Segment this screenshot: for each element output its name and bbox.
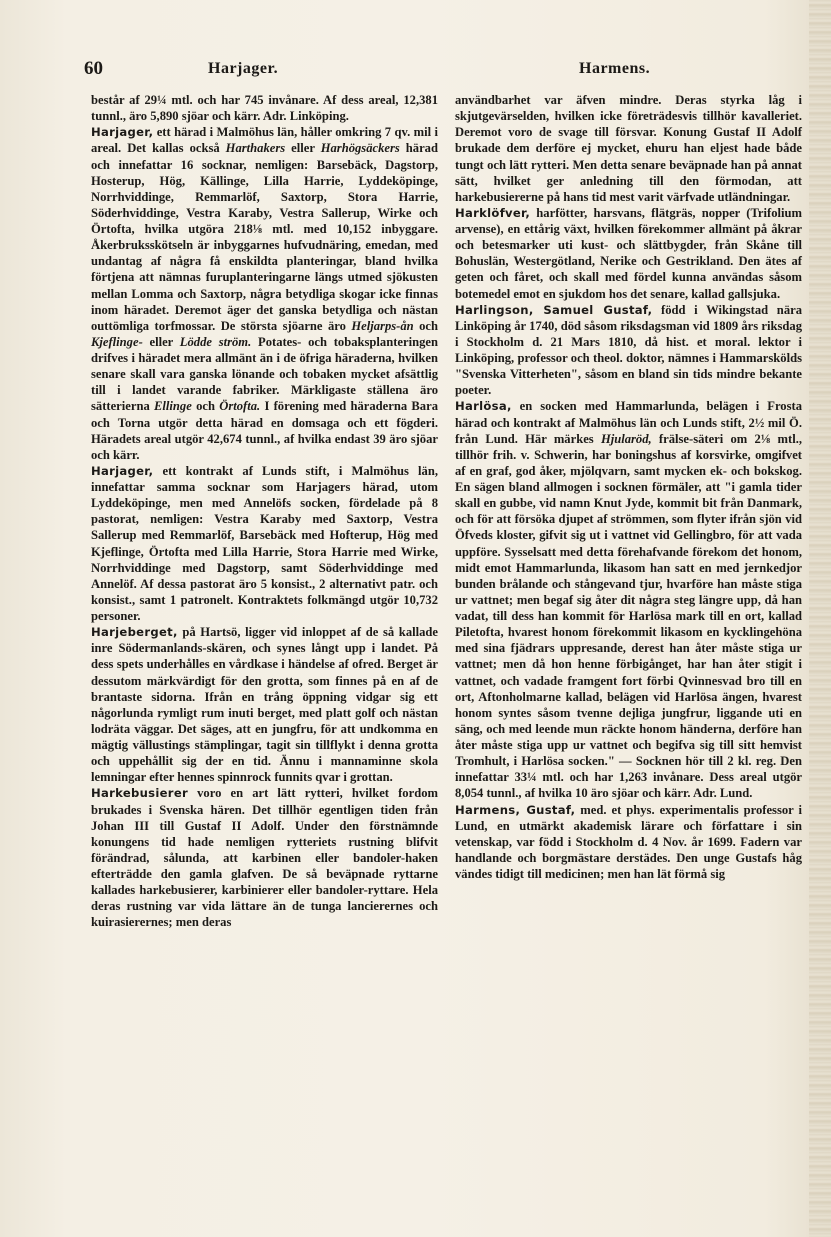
entry-text: en socken med Hammarlunda, belägen i Frosta härad och kontrakt af Malmöhus län och Lunds stift, 2½ mil Ö. från Lund. Här märkes: [455, 399, 802, 446]
entry-harlingson: [455, 302, 802, 399]
entry-headword: Harkebusierer: [91, 786, 188, 801]
entry-cont: [455, 92, 802, 205]
entry-text: voro en art lätt rytteri, hvilket fordom brukades i Svenska hären. Det tillhör egentligen tiden från Johan III till Gustaf II Adolf. Under den förstnämnde konungens tid hade nemligen rytteriets rustning blifvit förändrad, sålunda, att karbinen eller bandoler-haken efterträdde den gamla glafven. De så beväpnade ryttarne kallades harkebusierer, karbinierer eller bandoler-ryttare. Hela deras rustning var vida lättare än de tunga lancierernes och kuirasierernes; men deras: [91, 786, 438, 930]
entry-harmens: [455, 802, 802, 883]
entry-harkebusierer: [91, 785, 438, 930]
entry-text: ett härad i Malmöhus län, håller omkring 7 qv. mil i areal. Det kallas också: [91, 125, 438, 156]
entry-headword: Harlingson, Samuel Gustaf,: [455, 302, 653, 317]
page-header: [84, 58, 794, 84]
entry-text: Potates- och tobaksplanteringen drifves i häradet mera allmänt än i de öfriga häraderna, hvilken senare skall vara ganska lönande och tobaken mycket afsättlig till i landet varande fabriker. Märkligaste ställena äro sätterierna: [91, 334, 439, 414]
entry-text: I förening med häraderna Bara och Torna utgör detta härad en domsaga och ett fögderi. Häradets areal utgör 42,674 tunnl., af hvilka endast 39 äro sjöar och kärr.: [91, 399, 438, 462]
page-edge-shadow: [809, 0, 831, 1237]
entry-text: användbarhet var äfven mindre. Deras styrka låg i skjutgevärselden, hvilken icke företrädesvis tillhör kavalleriet. Deremot voro de svage till försvar. Konung Gustaf II Adolf brukade dem derföre ej mycket, ehuru han eljest hade både tungt och lätt rytteri. Men detta senare beväpnade han på annat sätt, hvilket ger anledning till den förmodan, att harkebusiererne på hans tid mest varit värfvade utländningar.: [455, 93, 802, 204]
entry-text: ett kontrakt af Lunds stift, i Malmöhus län, innefattar samma socknar som Harjagers härad, utom Lyddeköpinge, men med Annelöfs socken, fördelade på 8 pastorat, nemligen: Vestra Karaby med Saxtorp, Vestra Sallerup med Remmarlöf, Barsebäck med Hofterup, Hög med Kjeflinge, Örtofta med Lilla Harrie, Stora Harrie med Wirke, Norrhviddinge med Dagstorp, samt Söderhviddinge med Annelöf. Af dessa pastorat äro 5 konsist., 2 alternativt patr. och konsist., samt 1 patronelt. Kontraktets folkmängd utgör 10,732 personer.: [91, 463, 438, 623]
entry-text: och: [413, 318, 438, 333]
entry-text: frälse-säteri om 2⅛ mtl., tillhör frih. v. Schwerin, har boningshus af korsvirke, omgifvet af en graf, god åker, mjölqvarn, samt mycken ek- och bokskog. En sägen bland allmogen i socknen förmäler, att "i gamla tider skall en gubbe, vid namn Knut Jyde, kommit bit från Danmark, och för att försöka djupet af strömmen, som flyter ifrån sjön vid Öfveds kloster, gifvit sig ut i vattnet vid Gellingbro, för att vada uppföre. Sysselsatt med detta förehafvande förekom det honom, midt emot Hammarlunda, likasom han satt en med jernkedjor bunden brålande och stångevand tjur, hvarföre han måste stiga ur vattnet; men begaf sig åter dit några steg längre upp, då han vadat, till dess han kommit för Harlösa mark till en ort, kallad Piletofta, hvarest honom förekommit likasom en kycklingehöna med sina fjädrars uppresande, derest han åter måste stiga ur vattnet; men då hon henne förbigånget, har han åter stigit i vattnet, och vadade framgent fort förbi Qvinnesvad bro till en ort, Aftonholmarne kallad, belägen vid Harlösa ängen, hvarest honom syntes såsom tvenne dejliga jungfrur, liggande uti en säng, och med leende mun räckte honom händerna, derföre han åter måste stiga upp ur vattnet och begifva sig till sitt hemvist Tromhult, i Harlösa socken." — Socknen hör till 2 kl. reg. Den innefattar 33¼ mtl. och har 1,263 invånare. Dess areal utgör 8,054 tunnl., af hvilka 10 äro sjöar och kärr. Adr. Lund.: [455, 431, 802, 801]
entry-harjager-kontrakt: [91, 463, 438, 624]
entry-text: eller: [142, 334, 180, 349]
entry-text: på Hartsö, ligger vid inloppet af de så kallade inre Södermanlands-skären, och synes långt upp i landet. På dess spets underhålles en vårdkase i händelse af ofred. Berget är dessutom märkvärdigt för den grotta, som finnes på en af de brantaste sidorna. Ifrån en trång öppning vidgar sig ett någorlunda rymligt rum inuti berget, med platt golf och nästan lodräta väggar. Det säges, att en jungfru, för att undkomma en mägtig vällustings stämplingar, tagit sin tillflykt i denna grotta och uppehållit sig der en tid. Ännu i mannaminne skola lemningar efter hennes spinnrock funnits qvar i grottan.: [91, 625, 438, 785]
entry-harlosa: [455, 398, 802, 801]
entry-text: härad och innefattar 16 socknar, nemligen: Barsebäck, Dagstorp, Hosterup, Hög, Källinge, Lilla Harrie, Lyddeköpinge, Norrhviddinge, Remmarlöf, Saxtorp, Stora Harrie, Söderhviddinge, Vestra Karaby, Vestra Sallerup, Wirke och Örtofta, hvilka utgöra 218⅛ mtl. med 10,152 inbyggare. Åkerbruksskötseln är inbyggarnes hufvudnäring, emedan, med undantag af några få enskildta planteringar, bland hvilka förtjena att nämnas furuplanteringarne längs utmed sjökusten mellan Lomma och Saxtorp, några betydliga skogar icke finnas inom häradet. Deremot äger det ganska betydliga och nästan outtömliga torfmossar. De största sjöarne äro: [91, 141, 438, 333]
entry-text: född i Wikingstad nära Linköping år 1740, död såsom riksdagsman vid 1809 års riksdag i Stockholm d. 21 Mars 1810, då hist. et moral. lektor i Linköping, professor och theol. doktor, nämnes i Hammarskölds "Svenska Vitterheten", såsom en bland sin tids mindre bekante poeter.: [455, 302, 802, 398]
italic-term: Harhögsäckers: [320, 141, 400, 156]
entry-harjager-harad: [91, 124, 438, 463]
left-column: [91, 92, 438, 931]
right-column: [455, 92, 802, 882]
entry-headword: Harmens, Gustaf,: [455, 802, 576, 817]
entry-cont: [91, 92, 438, 124]
entry-headword: Harlösa,: [455, 399, 512, 414]
running-head-left: Harjager.: [208, 60, 279, 77]
italic-term: Heljarps-ån: [351, 318, 414, 333]
italic-term: Lödde ström.: [179, 334, 252, 349]
italic-term: Örtofta.: [219, 399, 261, 414]
italic-term: Hjularöd,: [600, 431, 652, 446]
page-number: 60: [84, 58, 103, 79]
italic-term: Harthakers: [225, 141, 286, 156]
entry-text: och: [191, 399, 220, 414]
entry-harklofver: [455, 205, 802, 302]
entry-headword: Harjager,: [91, 463, 154, 478]
entry-headword: Harklöfver,: [455, 205, 531, 220]
italic-term: Ellinge: [154, 399, 192, 414]
italic-term: Kjeflinge-: [91, 334, 143, 349]
entry-harjeberget: [91, 624, 438, 785]
entry-text: harfötter, harsvans, flätgräs, nopper (Trifolium arvense), en ettårig växt, hvilken förekommer allmänt på åkrar och betesmarker uti kust- och slättbygder, från Skåne till Bohuslän, Westergötland, Nerike och Gestrikland. Den ätes af geten och fåret, och skall med fördel kunna användas såsom botemedel emot en sjukdom hos det senare, kallad gallsjuka.: [455, 205, 802, 301]
entry-headword: Harjeberget,: [91, 625, 178, 640]
entry-headword: Harjager,: [91, 125, 154, 140]
entry-text: består af 29¼ mtl. och har 745 invånare. Af dess areal, 12,381 tunnl., äro 5,890 sjöar och kärr. Adr. Linköping.: [91, 93, 438, 124]
entry-text: eller: [285, 141, 321, 156]
entry-text: med. et phys. experimentalis professor i Lund, en utmärkt akademisk lärare och författare i sin vetenskap, var född i Stockholm d. 4 Nov. år 1699. Fadern var handlande och borgmästare derstädes. Den unge Gustafs håg vändes tidigt till medicinen; men han lät förmå sig: [455, 802, 803, 881]
running-head-right: Harmens.: [579, 60, 651, 77]
